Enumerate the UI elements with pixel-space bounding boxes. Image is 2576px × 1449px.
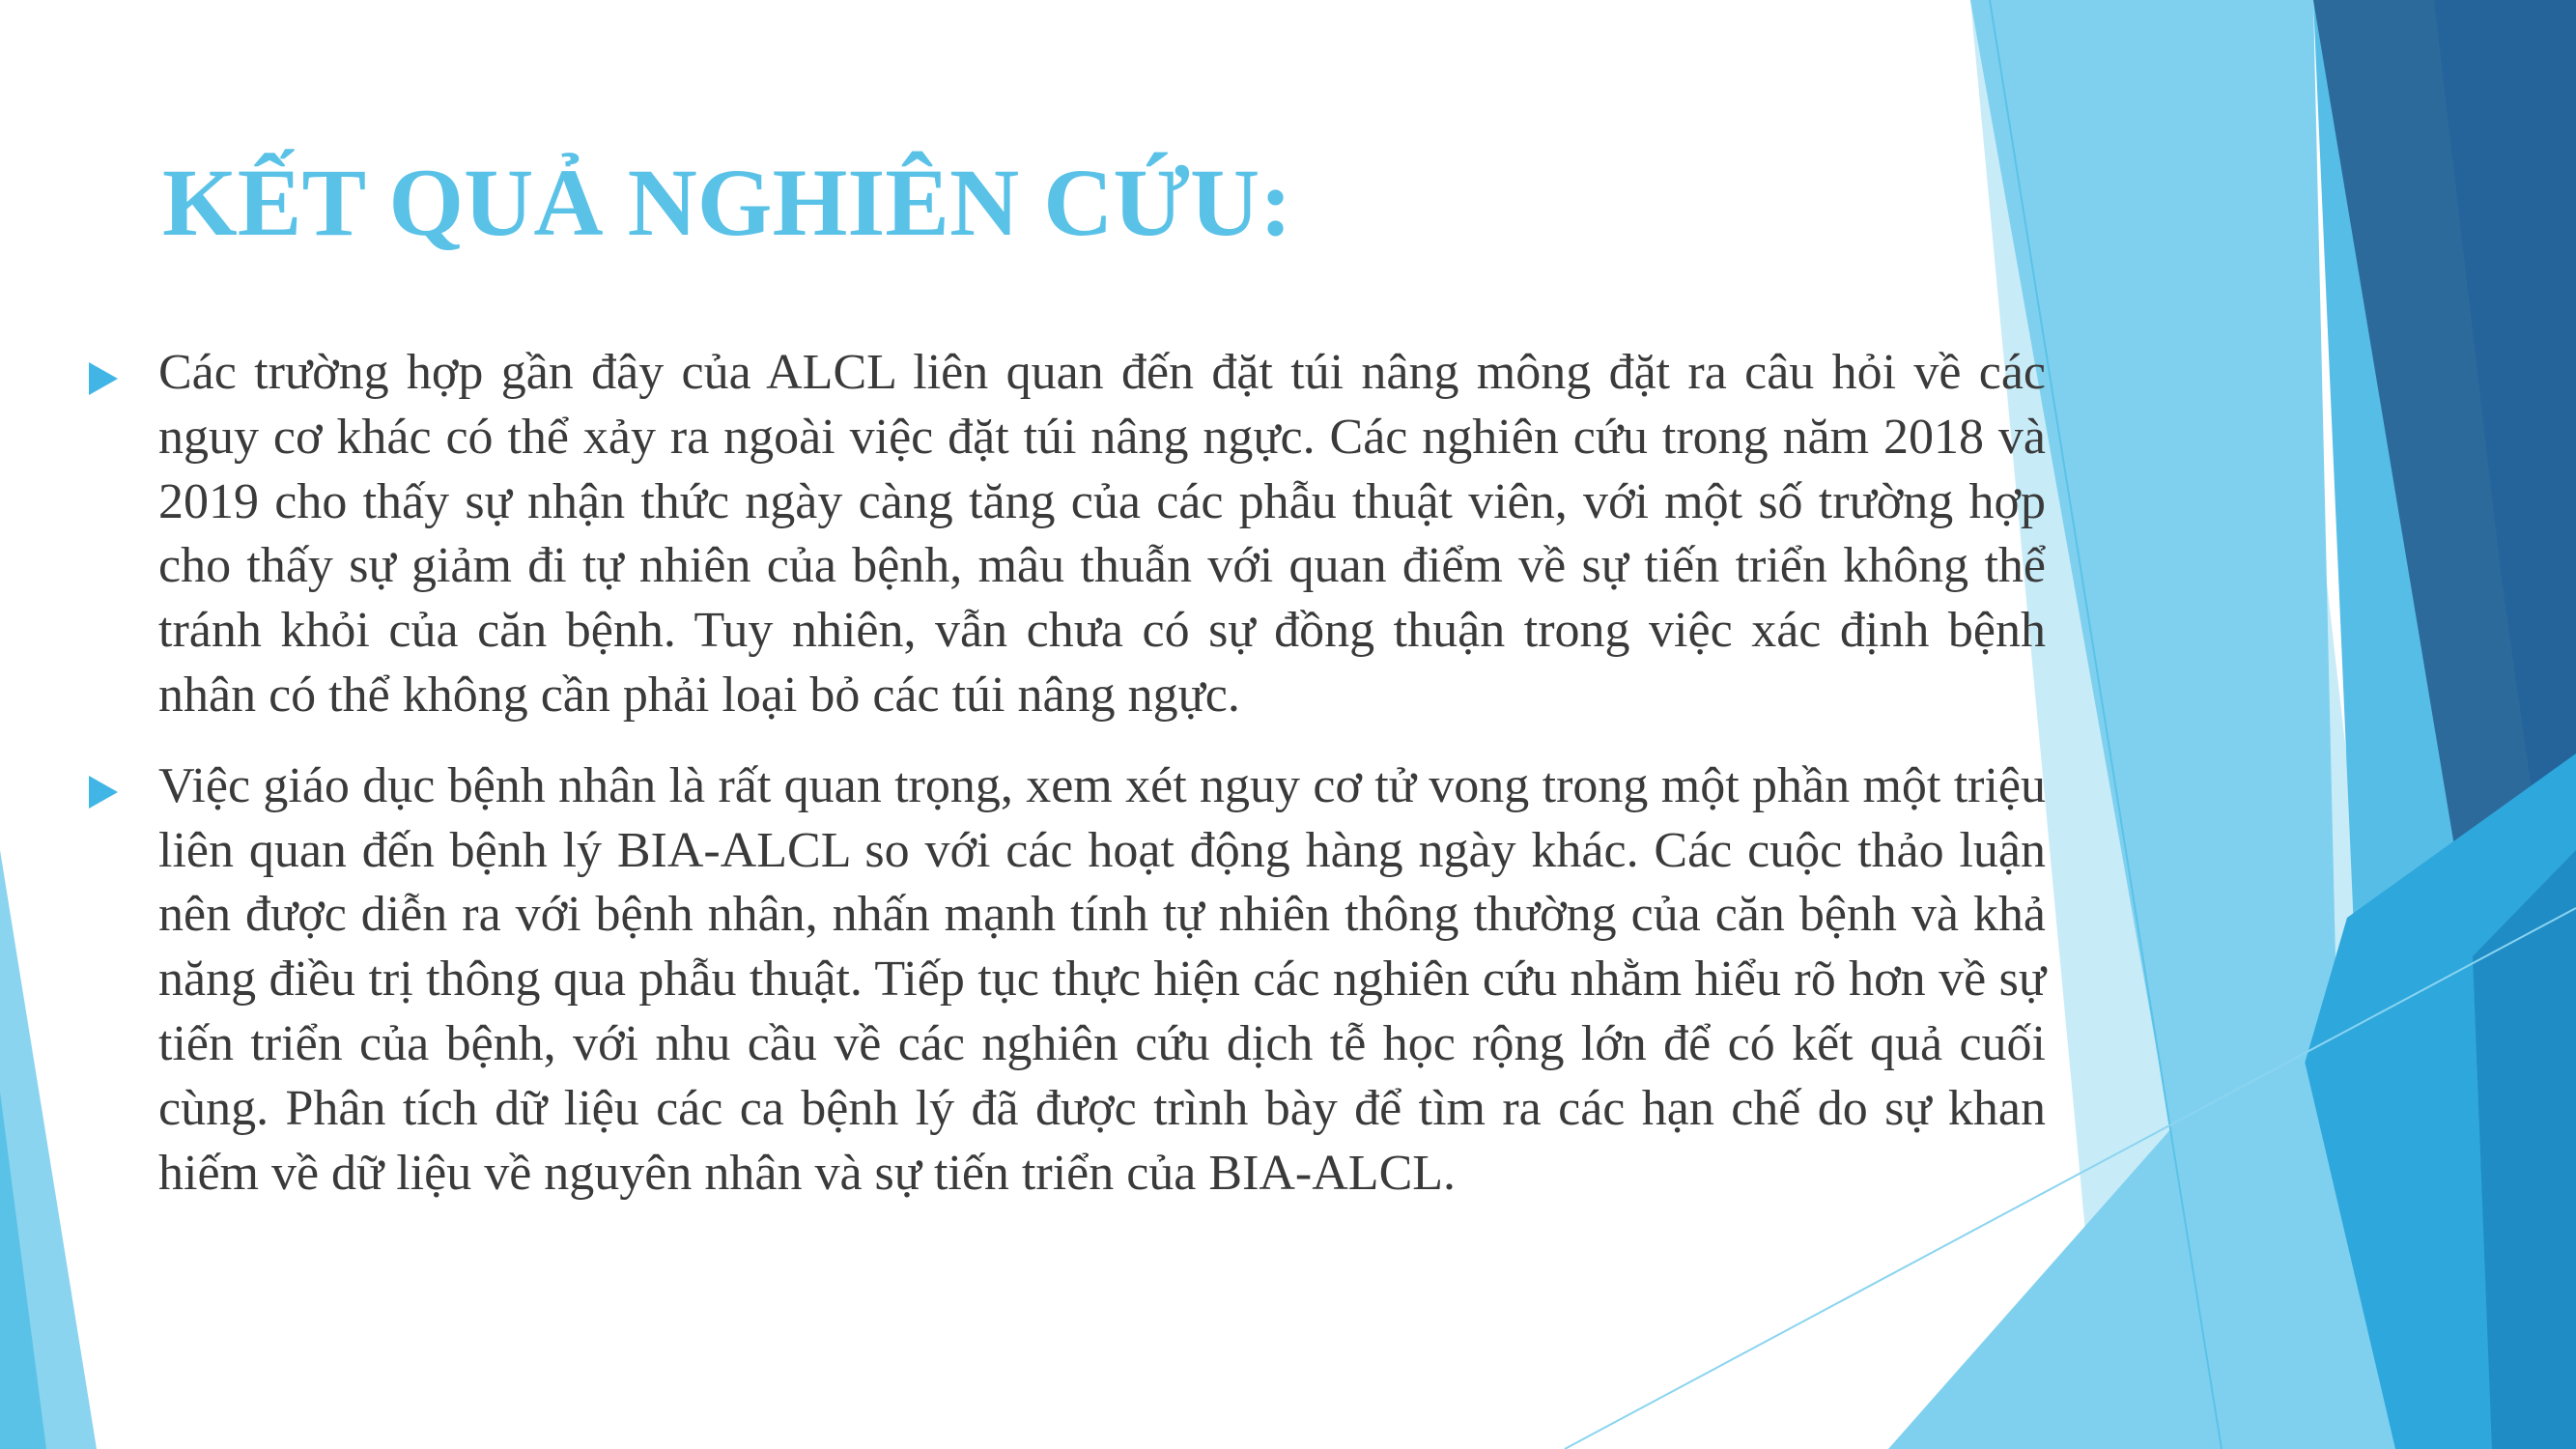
triangle-right-icon — [89, 776, 118, 809]
bullet-item — [85, 754, 2046, 1207]
slide-title: KẾT QUẢ NGHIÊN CỨU: — [162, 149, 1292, 256]
bullet-list — [85, 341, 2046, 1232]
triangle-right-icon — [89, 362, 118, 395]
bullet-text: Việc giáo dục bệnh nhân là rất quan trọng, xem xét nguy cơ tử vong trong một phần một triệu liên quan đến bệnh lý BIA-ALCL so với các hoạt động hàng ngày khác. Các cuộc thảo luận nên được diễn ra với bệnh nhân, nhấn mạnh tính tự nhiên thông thường của căn bệnh và khả năng điều trị thông qua phẫu thuật. Tiếp tục thực hiện các nghiên cứu nhằm hiểu rõ hơn về sự tiến triển của bệnh, với nhu cầu về các nghiên cứu dịch tễ học rộng lớn để có kết quả cuối cùng. Phân tích dữ liệu các ca bệnh lý đã được trình bày để tìm ra các hạn chế do sự khan hiếm về dữ liệu về nguyên nhân và sự tiến triển của BIA-ALCL. — [158, 757, 2046, 1201]
bullet-item — [85, 341, 2046, 728]
bullet-text: Các trường hợp gần đây của ALCL liên quan đến đặt túi nâng mông đặt ra câu hỏi về các nguy cơ khác có thể xảy ra ngoài việc đặt túi nâng ngực. Các nghiên cứu trong năm 2018 và 2019 cho thấy sự nhận thức ngày càng tăng của các phẫu thuật viên, với một số trường hợp cho thấy sự giảm đi tự nhiên của bệnh, mâu thuẫn với quan điểm về sự tiến triển không thể tránh khỏi của căn bệnh. Tuy nhiên, vẫn chưa có sự đồng thuận trong việc xác định bệnh nhân có thể không cần phải loại bỏ các túi nâng ngực. — [158, 345, 2046, 723]
